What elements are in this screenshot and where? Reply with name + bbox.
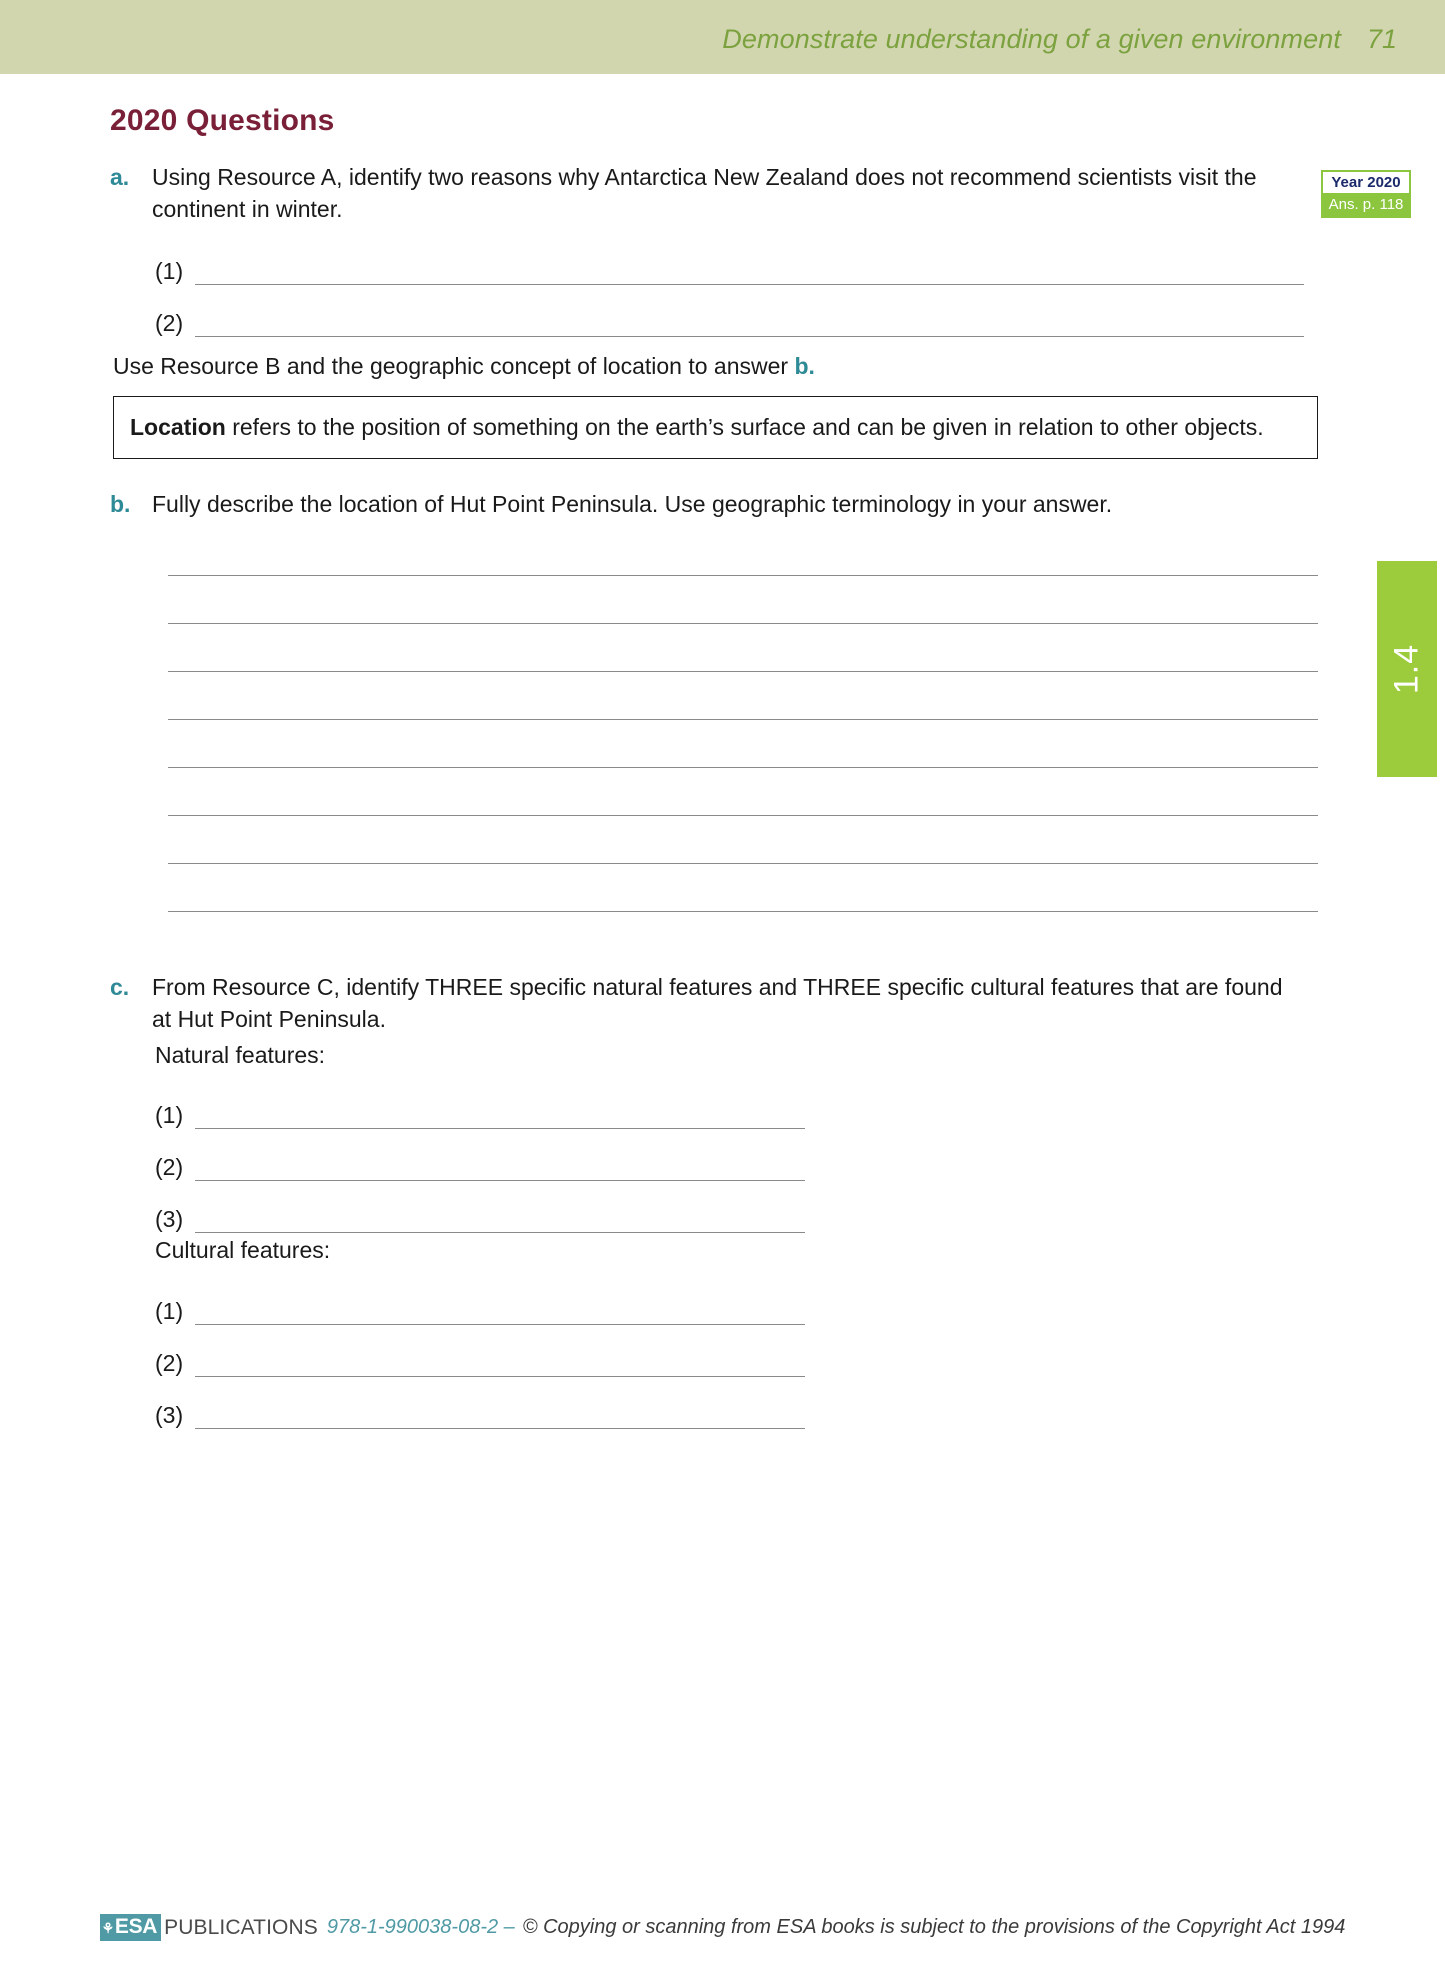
side-tab-standard [1377,561,1437,777]
answer-reference-badge [1321,170,1411,218]
page-header-inner [722,24,1397,55]
badge-year: Year 2020 [1323,172,1409,194]
question-b-rule-8[interactable] [168,910,1318,912]
instruction-accent-b: b. [794,353,815,379]
line-number: (1) [155,1102,184,1128]
side-tab-label: 1.4 [1387,643,1426,695]
answer-rule[interactable] [195,1231,805,1233]
natural-feature-line-1[interactable] [155,1102,805,1129]
page-title: 2020 Questions [110,104,335,137]
answer-rule[interactable] [195,1427,805,1429]
instruction-text: Use Resource B and the geographic concept of location to answer [113,353,795,379]
question-a-text: Using Resource A, identify two reasons why Antarctica New Zealand does not recommend scientists visit the continent in winter. [152,164,1257,222]
question-b-rule-4[interactable] [168,718,1318,720]
definition-body: refers to the position of something on the earth’s surface and can be given in relation to other objects. [225,414,1264,440]
answer-rule[interactable] [195,335,1304,337]
cultural-feature-line-1[interactable] [155,1298,805,1325]
natural-features-label: Natural features: [155,1042,326,1068]
cultural-features-label: Cultural features: [155,1237,331,1263]
page-footer [0,1914,1445,1941]
question-c [110,972,1285,1035]
question-a-answer-line-2[interactable] [155,310,1304,337]
line-number: (2) [155,1350,184,1376]
cultural-feature-line-3[interactable] [155,1402,805,1429]
answer-rule[interactable] [195,1323,805,1325]
question-b [110,489,1285,521]
page-header [0,0,1445,74]
footer-publications: PUBLICATIONS [164,1915,318,1939]
footer-isbn: 978-1-990038-08-2 – [326,1916,515,1939]
question-b-rule-2[interactable] [168,622,1318,624]
question-a-answer-line-1[interactable] [155,258,1304,285]
line-number: (1) [155,258,184,284]
question-b-marker: b. [110,491,131,517]
page-header-title: Demonstrate understanding of a given environment [722,24,1341,54]
line-number: (2) [155,310,184,336]
natural-feature-line-3[interactable] [155,1206,805,1233]
question-b-rule-1[interactable] [168,574,1318,576]
cultural-feature-line-2[interactable] [155,1350,805,1377]
answer-rule[interactable] [195,1127,805,1129]
definition-box-location [113,396,1318,459]
definition-text [130,411,1301,444]
question-a-marker: a. [110,164,130,190]
definition-term: Location [130,414,226,440]
natural-feature-line-2[interactable] [155,1154,805,1181]
esa-logo [100,1914,162,1941]
instruction-use-resource-b [113,351,815,383]
esa-logo-text: ESA [114,1915,158,1939]
question-b-rule-3[interactable] [168,670,1318,672]
question-b-rule-6[interactable] [168,814,1318,816]
question-c-text: From Resource C, identify THREE specific natural features and THREE specific cultural features that are found at Hut Point Peninsula. [152,974,1283,1032]
footer-copyright: © Copying or scanning from ESA books is subject to the provisions of the Copyright Act 1994 [522,1916,1346,1939]
fern-icon: ⚘ [101,1919,114,1936]
page-number: 71 [1366,24,1397,54]
badge-answer-page: Ans. p. 118 [1323,194,1409,216]
question-b-text: Fully describe the location of Hut Point Peninsula. Use geographic terminology in your answer. [152,491,1113,517]
question-a [110,162,1285,225]
line-number: (1) [155,1298,184,1324]
question-b-rule-5[interactable] [168,766,1318,768]
question-b-rule-7[interactable] [168,862,1318,864]
question-c-marker: c. [110,974,130,1000]
answer-rule[interactable] [195,1375,805,1377]
answer-rule[interactable] [195,283,1304,285]
line-number: (3) [155,1402,184,1428]
answer-rule[interactable] [195,1179,805,1181]
line-number: (3) [155,1206,184,1232]
line-number: (2) [155,1154,184,1180]
